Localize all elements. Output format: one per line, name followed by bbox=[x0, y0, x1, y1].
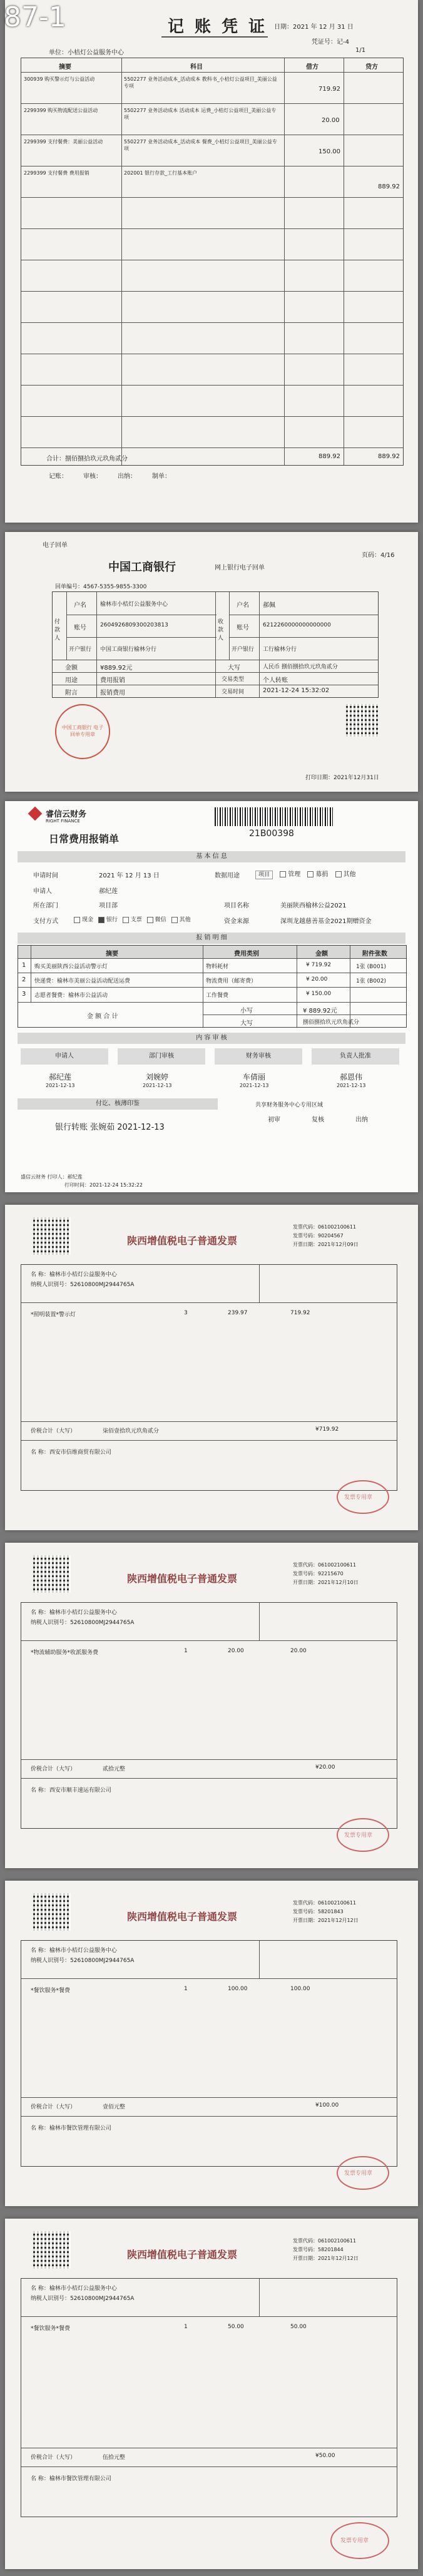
invoice-total-cn: 壹佰元整 bbox=[103, 2104, 126, 2110]
total-label: 金 额 合 计 bbox=[87, 1013, 118, 1020]
section-approval: 内 容 审 核 bbox=[18, 1033, 405, 1044]
checkbox-icon[interactable] bbox=[74, 917, 80, 923]
invoice-buyer-tax: 纳税人识别号：52610800MJ2944765A bbox=[31, 2296, 135, 2302]
invoice-date: 开票日期：2021年12月10日 bbox=[293, 1580, 359, 1585]
voucher-date: 日期：2021 年 12 月 31 日 bbox=[274, 24, 354, 31]
row-no: 3 bbox=[22, 991, 26, 998]
invoice-number: 发票号码：58201843 bbox=[293, 1909, 344, 1914]
brand-logo-text: 睿信云财务 bbox=[46, 810, 87, 819]
row-summary: 志愿者餐费：榆林市公益活动 bbox=[34, 993, 108, 999]
pay-option-bank: 银行 bbox=[106, 917, 118, 923]
invoice-item: *餐饮服务*餐费 bbox=[31, 1988, 71, 1994]
checkbox-icon[interactable] bbox=[307, 871, 313, 877]
accounting-voucher bbox=[5, 0, 418, 523]
invoice-buyer: 名 称：榆林市小桔灯公益服务中心 bbox=[31, 1948, 117, 1954]
row-account: 5502277 业务活动成本_活动成本 教科书_小桔灯公益项目_美丽公益专项 bbox=[124, 76, 277, 89]
payee-bank-label: 开户银行 bbox=[232, 647, 255, 653]
checkbox-icon[interactable] bbox=[123, 917, 129, 923]
small-amount: ¥ 889.92元 bbox=[303, 1008, 337, 1015]
checkbox-icon[interactable] bbox=[147, 917, 153, 923]
invoice-number: 发票号码：90204567 bbox=[293, 1233, 344, 1239]
row-summary: 2299399 购买物流配送公益活动 bbox=[24, 108, 98, 113]
checkbox-icon[interactable] bbox=[335, 871, 342, 877]
pay-label: 支付方式 bbox=[33, 918, 58, 925]
invoice-number: 发票号码：92215670 bbox=[293, 1571, 344, 1577]
row-debit: 20.00 bbox=[322, 117, 340, 124]
qr-code-icon bbox=[33, 1893, 71, 1931]
invoice-total: ¥50.00 bbox=[315, 2453, 335, 2459]
voucher-page: 1/1 bbox=[355, 47, 366, 54]
row-account: 5502277 业务活动成本_活动成本 餐费_小桔灯公益项目_美丽公益专项 bbox=[124, 139, 277, 151]
col-account: 科目 bbox=[190, 64, 203, 71]
row-no: 1 bbox=[22, 962, 26, 969]
invoice-stamp: 发票专用章 bbox=[330, 2522, 389, 2559]
invoice-qty: 3 bbox=[184, 1310, 188, 1316]
row-category: 工作餐费 bbox=[206, 993, 229, 999]
bank-stamp: 中国工商银行 电子回单专用章 bbox=[55, 704, 110, 759]
time-value: 2021-12-24 15:32:02 bbox=[263, 687, 330, 694]
flow-step-director bbox=[312, 1048, 399, 1065]
invoice-qty: 1 bbox=[184, 2324, 188, 2330]
memo-label: 附言 bbox=[65, 690, 78, 697]
invoice-code: 发票代码：061002100611 bbox=[293, 2238, 357, 2244]
invoice-title: 陕西增值税电子普通发票 bbox=[127, 1573, 238, 1585]
payee-bank: 工行榆林分行 bbox=[263, 647, 297, 653]
row-amount: ¥ 719.92 bbox=[306, 962, 332, 968]
invoice-total-cn: 柒佰壹拾玖元玖角贰分 bbox=[103, 1428, 160, 1434]
invoice-buyer-tax: 纳税人识别号：52610800MJ2944765A bbox=[31, 1620, 135, 1626]
footer-left: 盛信云财务 打印人：郝纪莲 bbox=[21, 1174, 83, 1180]
flow-date: 2021-12-13 bbox=[240, 1083, 269, 1088]
invoice-seller: 名 称：榆林市餐饮管理有限公司 bbox=[31, 2125, 111, 2132]
row-summary: 2299399 支付餐费：美丽公益活动 bbox=[24, 139, 103, 145]
invoice-total-label: 价税合计（大写） bbox=[31, 1428, 76, 1434]
flow-date: 2021-12-13 bbox=[46, 1083, 75, 1088]
table-row bbox=[21, 135, 403, 166]
invoice-price: 239.97 bbox=[228, 1310, 248, 1316]
section-detail: 报 销 明 细 bbox=[18, 933, 405, 944]
row-attach: 1张 (B002) bbox=[356, 978, 386, 984]
col-summary: 摘要 bbox=[106, 951, 118, 958]
review-recheck: 复核 bbox=[312, 1117, 324, 1123]
col-summary: 摘要 bbox=[59, 64, 71, 71]
flow-step-finance bbox=[215, 1048, 302, 1065]
invoice-total: ¥100.00 bbox=[315, 2102, 339, 2108]
bank-table bbox=[52, 591, 379, 698]
usage-option-other: 其他 bbox=[343, 871, 356, 878]
invoice-title: 陕西增值税电子普通发票 bbox=[127, 1235, 238, 1247]
section-basic: 基 本 信 息 bbox=[18, 851, 405, 862]
checkbox-icon[interactable] bbox=[98, 917, 104, 923]
voucher-number: 凭证号：记-4 bbox=[312, 39, 349, 46]
invoice-code: 发票代码：061002100611 bbox=[293, 1562, 357, 1568]
voucher-total-credit: 889.92 bbox=[378, 453, 400, 460]
finance-right: 共享财务服务中心专用区域 bbox=[255, 1102, 324, 1108]
flow-role: 财务审核 bbox=[246, 1053, 271, 1060]
row-amount: ¥ 150.00 bbox=[306, 991, 332, 997]
checkbox-icon[interactable] bbox=[280, 871, 286, 877]
table-row bbox=[21, 166, 403, 198]
invoice-total: ¥20.00 bbox=[315, 1764, 335, 1771]
col-credit: 贷方 bbox=[365, 64, 378, 71]
invoice-item: *照明装置*警示灯 bbox=[31, 1312, 76, 1318]
applicant: 郝纪莲 bbox=[99, 888, 118, 895]
invoice-buyer-tax: 纳税人识别号：52610800MJ2944765A bbox=[31, 1958, 135, 1964]
usage-option-project[interactable]: 项目 bbox=[255, 871, 273, 879]
invoice-total-cn: 伍拾元整 bbox=[103, 2455, 126, 2461]
pay-option-other: 其他 bbox=[179, 917, 191, 923]
payer-account: 2604926809300203813 bbox=[100, 622, 168, 628]
invoice bbox=[5, 2219, 418, 2569]
checkbox-icon[interactable] bbox=[171, 917, 178, 923]
flow-step-dept bbox=[118, 1048, 205, 1065]
purpose-label: 用途 bbox=[65, 677, 78, 684]
flow-name: 郝恩伟 bbox=[340, 1073, 363, 1081]
invoice-title: 陕西增值税电子普通发票 bbox=[127, 2249, 238, 2261]
flow-role: 申请人 bbox=[55, 1053, 74, 1060]
small-label: 小写 bbox=[240, 1008, 253, 1015]
payee-label: 收款人 bbox=[218, 619, 224, 641]
row-account: 202001 银行存款_工行基本账户 bbox=[124, 170, 198, 176]
invoice-item: *餐饮服务*餐费 bbox=[31, 2326, 71, 2332]
row-attach: 1张 (B001) bbox=[356, 964, 386, 970]
row-summary: 快递费：榆林市美丽公益活动配送运费 bbox=[34, 978, 131, 984]
payee-name: 郝佩 bbox=[263, 602, 275, 609]
bank-footer: 打印日期：2021年12月31日 bbox=[305, 775, 379, 781]
invoice-total-cn: 贰拾元整 bbox=[103, 1766, 126, 1772]
invoice-price: 20.00 bbox=[228, 1648, 244, 1654]
voucher-table bbox=[21, 58, 404, 466]
invoice-seller: 名 称：西安市信维商贸有限公司 bbox=[31, 1449, 111, 1456]
voucher-unit: 单位：小桔灯公益服务中心 bbox=[49, 49, 124, 56]
invoice-amount: 20.00 bbox=[290, 1648, 307, 1654]
invoice-seller: 名 称：榆林市餐饮管理有限公司 bbox=[31, 2476, 111, 2482]
flow-name: 车倩丽 bbox=[243, 1073, 266, 1081]
qr-code-icon bbox=[33, 1555, 71, 1593]
big-amount: 捌佰捌拾玖元玖角贰分 bbox=[303, 1020, 360, 1026]
row-account: 5502277 业务活动成本 活动成本 运费_小桔灯公益项目_美丽公益专项 bbox=[124, 108, 277, 120]
col-amount: 金额 bbox=[315, 951, 328, 958]
qr-code-icon bbox=[33, 2231, 71, 2269]
col-debit: 借方 bbox=[306, 64, 319, 71]
invoice-qty: 1 bbox=[184, 1986, 188, 1992]
qr-code-icon bbox=[346, 704, 379, 737]
pay-option-cash: 现金 bbox=[82, 917, 94, 923]
invoice bbox=[5, 1205, 418, 1530]
invoice-price: 100.00 bbox=[228, 1986, 248, 1992]
payer-bank-label: 开户银行 bbox=[69, 647, 92, 653]
review-initial: 初审 bbox=[268, 1117, 280, 1123]
row-amount: ¥ 20.00 bbox=[306, 976, 328, 983]
voucher-total-debit: 889.92 bbox=[319, 453, 340, 460]
row-category: 物料耗材 bbox=[206, 964, 229, 970]
table-row bbox=[21, 103, 403, 135]
project-label: 项目名称 bbox=[224, 902, 249, 909]
paid-note: 银行转账 张婉茹 2021-12-13 bbox=[55, 1123, 165, 1132]
voucher-total-label: 合计：捌佰捌拾玖元玖角贰分 bbox=[46, 456, 128, 463]
payee-account-label: 账号 bbox=[237, 625, 249, 631]
apply-date: 2021 年 12 月 13 日 bbox=[99, 872, 160, 879]
bank-top-label: 电子回单 bbox=[43, 542, 68, 549]
big-label: 大写 bbox=[240, 1020, 253, 1027]
bank-receipt bbox=[5, 532, 418, 792]
expense-form bbox=[5, 801, 418, 1192]
payer-name: 榆林市小桔灯公益服务中心 bbox=[100, 601, 168, 608]
usage-options bbox=[255, 869, 356, 878]
finance-section: 付讫、核薄印鉴 bbox=[18, 1098, 218, 1110]
invoice-total-label: 价税合计（大写） bbox=[31, 2455, 76, 2461]
row-category: 物流费用（邮寄费） bbox=[206, 978, 257, 984]
payer-bank: 中国工商银行榆林分行 bbox=[100, 647, 157, 653]
invoice-date: 开票日期：2021年12月12日 bbox=[293, 2256, 359, 2261]
invoice-number: 发票号码：58201844 bbox=[293, 2247, 344, 2252]
invoice-price: 50.00 bbox=[228, 2324, 244, 2330]
flow-step-applicant bbox=[21, 1048, 108, 1065]
dept-label: 所在部门 bbox=[33, 902, 58, 909]
invoice-date: 开票日期：2021年12月12日 bbox=[293, 1918, 359, 1923]
flow-date: 2021-12-13 bbox=[143, 1083, 172, 1088]
receipt-number: 回单编号：4567-5355-9855-3300 bbox=[55, 584, 147, 590]
source-label: 资金来源 bbox=[224, 918, 249, 925]
invoice-amount: 50.00 bbox=[290, 2324, 307, 2330]
flow-role: 负责人批准 bbox=[340, 1053, 371, 1060]
invoice-total-label: 价税合计（大写） bbox=[31, 1766, 76, 1772]
flow-date: 2021-12-13 bbox=[337, 1083, 366, 1088]
bank-page-label: 页码：4/16 bbox=[362, 552, 395, 559]
row-summary: 购买美丽陕西公益活动警示灯 bbox=[34, 964, 108, 970]
barcode-number: 21B00398 bbox=[249, 829, 294, 839]
review-cashier: 出纳 bbox=[355, 1117, 368, 1123]
barcode bbox=[215, 807, 334, 826]
payer-name-label: 户名 bbox=[74, 602, 86, 609]
apply-date-label: 申请时间 bbox=[33, 872, 58, 879]
invoice bbox=[5, 1881, 418, 2206]
invoice-seller: 名 称：西安市顺丰速运有限公司 bbox=[31, 1787, 111, 1794]
footer-right: 打印时间：2021-12-24 15:32:22 bbox=[64, 1182, 143, 1188]
invoice-code: 发票代码：061002100611 bbox=[293, 1224, 357, 1230]
brand-logo-en: RIGHT FINANCE bbox=[46, 819, 80, 824]
invoice-amount: 100.00 bbox=[290, 1986, 310, 1992]
invoice-stamp: 发票专用章 bbox=[337, 1818, 389, 1852]
invoice-title: 陕西增值税电子普通发票 bbox=[127, 1911, 238, 1923]
purpose-value: 费用报销 bbox=[100, 677, 125, 684]
source: 深圳龙越慈善基金2021期赠资金 bbox=[280, 918, 372, 925]
row-no: 2 bbox=[22, 976, 26, 983]
flow-role: 部门审核 bbox=[149, 1053, 174, 1060]
invoice-item: *物流辅助服务*收派服务费 bbox=[31, 1650, 99, 1656]
applicant-label: 申请人 bbox=[33, 888, 52, 895]
brand-logo-icon bbox=[28, 807, 43, 821]
invoice-code: 发票代码：061002100611 bbox=[293, 1900, 357, 1906]
dept: 项目部 bbox=[99, 902, 118, 909]
invoice-buyer: 名 称：榆林市小桔灯公益服务中心 bbox=[31, 1272, 117, 1278]
usage-option-fundraise: 募捐 bbox=[315, 871, 329, 878]
invoice bbox=[5, 1543, 418, 1868]
row-summary: 300939 购买警示灯与公益活动 bbox=[24, 76, 95, 82]
flow-name: 刘婉婷 bbox=[146, 1073, 169, 1081]
col-category: 费用类别 bbox=[234, 951, 259, 958]
project: 美丽陕西榆林公益2021 bbox=[280, 902, 347, 909]
amount-cn: 人民币 捌佰捌拾玖元玖角贰分 bbox=[263, 664, 338, 670]
amount-label: 金额 bbox=[65, 665, 78, 672]
row-debit: 719.92 bbox=[319, 86, 340, 93]
payer-label: 付款人 bbox=[54, 619, 61, 641]
type-value: 个人转账 bbox=[263, 677, 288, 684]
invoice-buyer-tax: 纳税人识别号：52610800MJ2944765A bbox=[31, 1282, 135, 1288]
payee-account: 6212260000000000000 bbox=[263, 622, 331, 628]
detail-table bbox=[18, 945, 407, 1028]
invoice-qty: 1 bbox=[184, 1648, 188, 1654]
row-summary: 2299399 支付餐费 费用报销 bbox=[24, 170, 89, 176]
qr-code-icon bbox=[33, 1217, 71, 1255]
invoice-stamp: 发票专用章 bbox=[337, 1480, 389, 1514]
invoice-stamp: 发票专用章 bbox=[337, 2156, 389, 2190]
voucher-title: 记 账 凭 证 bbox=[168, 18, 268, 36]
pay-options bbox=[74, 915, 191, 923]
type-label: 交易类型 bbox=[222, 677, 245, 683]
invoice-amount: 719.92 bbox=[290, 1310, 310, 1316]
flow-name: 郝纪莲 bbox=[49, 1073, 72, 1081]
row-credit: 889.92 bbox=[378, 183, 400, 190]
amount-value: ¥889.92元 bbox=[100, 665, 133, 672]
payer-account-label: 账号 bbox=[74, 625, 86, 631]
payee-name-label: 户名 bbox=[237, 602, 249, 609]
pay-option-wechat: 微信 bbox=[155, 917, 166, 923]
bank-title: 中国工商银行 bbox=[108, 561, 176, 574]
row-debit: 150.00 bbox=[319, 148, 340, 155]
col-attach: 附件张数 bbox=[362, 951, 387, 958]
invoice-total: ¥719.92 bbox=[315, 1426, 339, 1433]
amount-cn-label: 大写 bbox=[228, 665, 240, 672]
usage-option-admin: 管理 bbox=[288, 871, 301, 878]
usage-label: 数据用途 bbox=[215, 872, 240, 879]
invoice-total-label: 价税合计（大写） bbox=[31, 2104, 76, 2110]
invoice-buyer: 名 称：榆林市小桔灯公益服务中心 bbox=[31, 2286, 117, 2292]
page-number-overlay: 87-1 bbox=[4, 1, 66, 33]
bank-subtitle: 网上银行电子回单 bbox=[215, 565, 265, 571]
pay-option-check: 支票 bbox=[130, 917, 142, 923]
voucher-signatures: 记账： 审核： 出纳： 制单： bbox=[49, 473, 171, 480]
time-label: 交易时间 bbox=[222, 689, 245, 695]
invoice-buyer: 名 称：榆林市小桔灯公益服务中心 bbox=[31, 1610, 117, 1616]
memo-value: 报销费用 bbox=[100, 690, 125, 697]
invoice-date: 开票日期：2021年12月09日 bbox=[293, 1242, 359, 1247]
expense-title: 日常费用报销单 bbox=[49, 833, 120, 845]
table-row bbox=[21, 72, 403, 104]
